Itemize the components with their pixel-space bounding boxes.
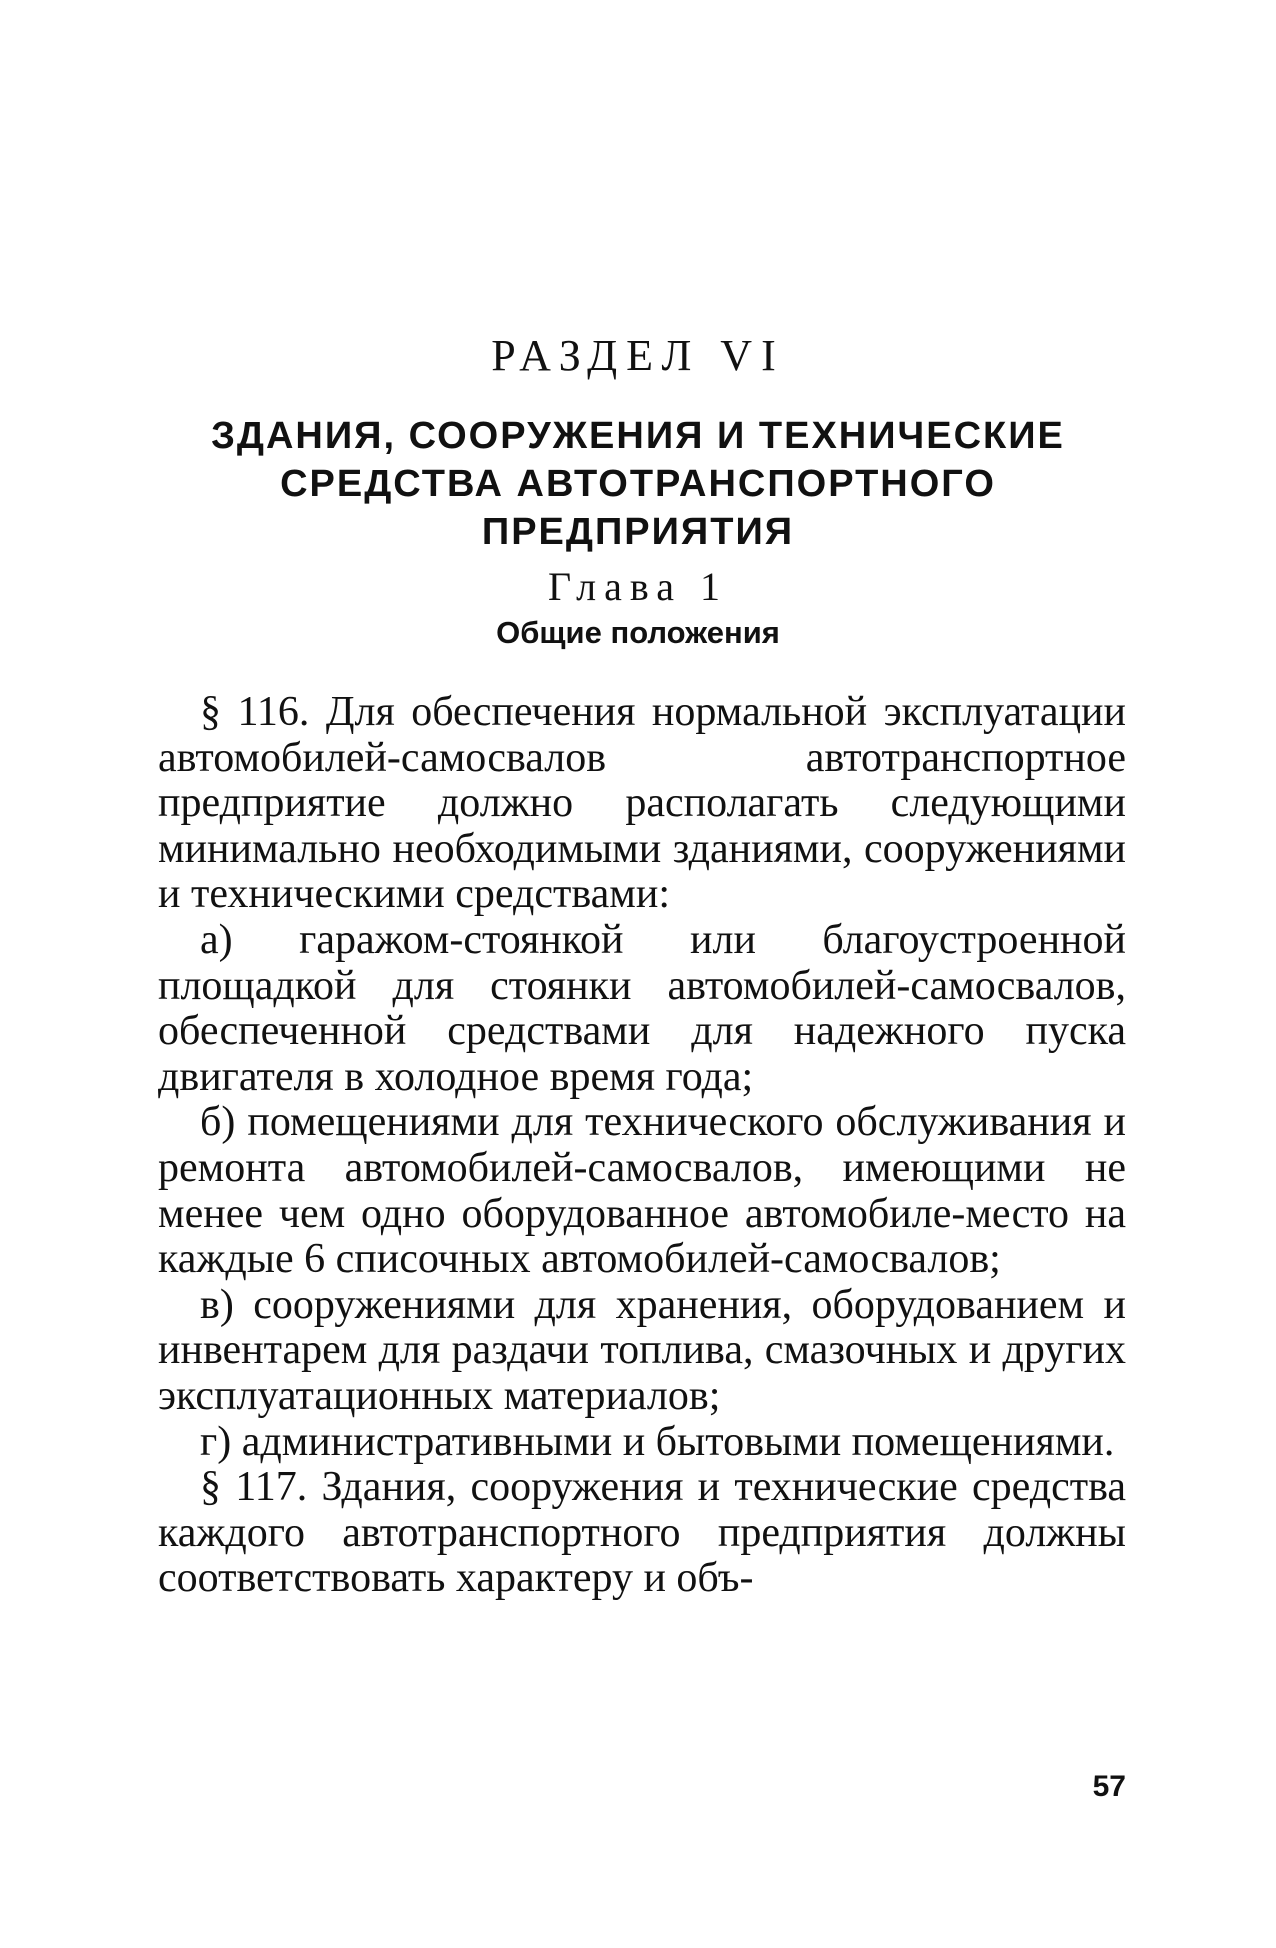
paragraph-116: § 116. Для обеспечения нормальной эксплуатации автомобилей-самосвалов автотранспортное предприятие должно располагать следующими минимально необходимыми зданиями, сооружениями и техническими средствами: [158,689,1126,918]
list-item-v: в) сооружениями для хранения, оборудованием и инвентарем для раздачи топлива, смазочных и других эксплуатационных материалов; [158,1281,1126,1419]
list-item-a: а) гаражом-стоянкой или благоустроенной площадкой для стоянки автомобилей-самосвалов, обеспеченной средствами для надежного пуска двигателя в холодное время года; [158,916,1126,1100]
list-item-b: б) помещениями для технического обслуживания и ремонта автомобилей-самосвалов, имеющими не менее чем одно оборудованное автомобиле-место на каждые 6 списочных автомобилей-самосвалов; [158,1099,1126,1283]
list-item-g: г) административными и бытовыми помещениями. [200,1418,1115,1465]
chapter-title: Общие положения [496,615,780,650]
section-title [150,412,1126,556]
page-number: 57 [1092,1770,1126,1803]
chapter-label: Глава 1 [548,564,728,609]
section-title-line: СРЕДСТВА АВТОТРАНСПОРТНОГО ПРЕДПРИЯТИЯ [280,463,996,553]
paragraph-117: § 117. Здания, сооружения и технические средства каждого автотранспортного предприятия должны соответствовать характеру и объ- [158,1464,1126,1602]
section-title-line: ЗДАНИЯ, СООРУЖЕНИЯ И ТЕХНИЧЕСКИЕ [211,415,1065,457]
body-text [158,690,1126,1602]
section-label: РАЗДЕЛ VI [491,331,785,380]
